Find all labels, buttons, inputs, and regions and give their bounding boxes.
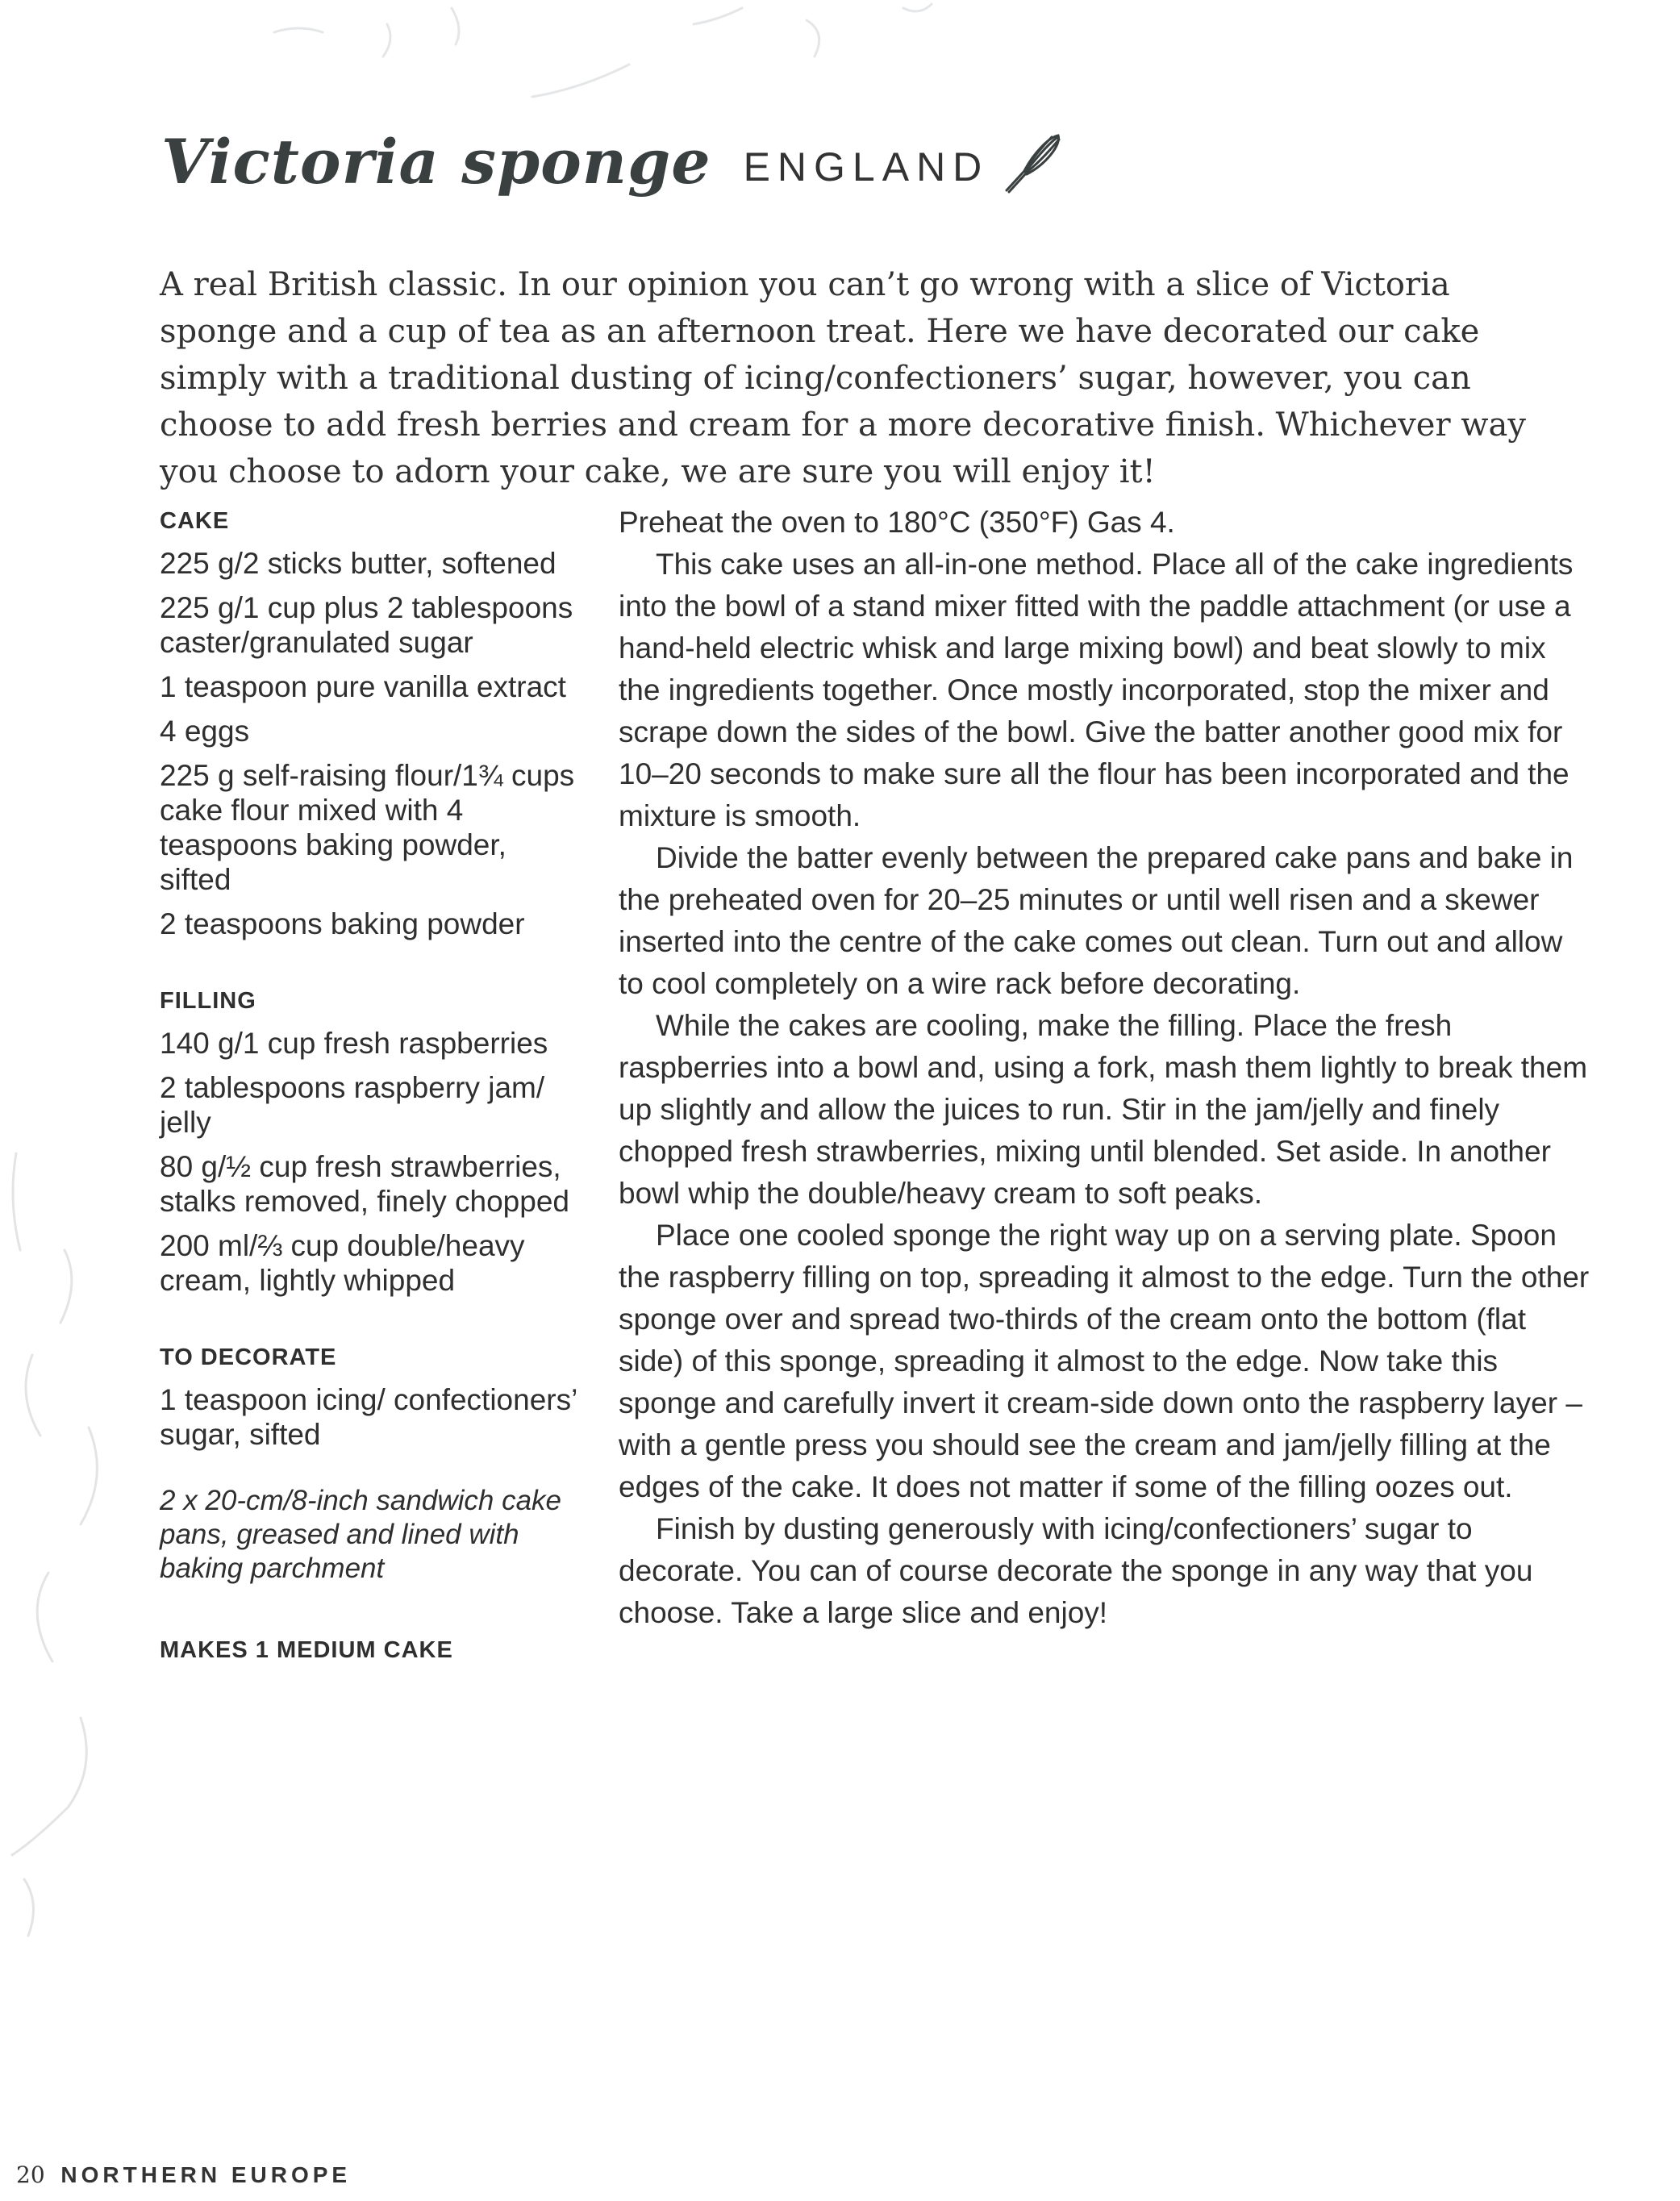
ingredient-item: 225 g/1 cup plus 2 tablespoons caster/granulated sugar: [160, 591, 573, 659]
ingredient-item: 80 g/½ cup fresh strawberries, stalks removed, finely chopped: [160, 1150, 569, 1218]
filling-ingredient-list: [160, 1026, 579, 1298]
method-step: Preheat the oven to 180°C (350°F) Gas 4.: [619, 506, 1175, 539]
ingredient-item: 4 eggs: [160, 715, 250, 748]
recipe-title-row: [161, 113, 1065, 210]
equipment-note: 2 x 20-cm/8-inch sandwich cake pans, greased and lined with baking parchment: [160, 1485, 561, 1584]
recipe-title: Victoria sponge: [161, 125, 711, 198]
ingredient-item: 225 g/2 sticks butter, softened: [160, 547, 557, 580]
recipe-intro: A real British classic. In our opinion you can’t go wrong with a slice of Victoria sponge and a cup of tea as an afternoon treat. Here we have decorated our cake simply with a traditional dusting of icing/confectioners’ sugar, however, you can choose to add fresh berries and cream for a more decorative finish. Whichever way you choose to adorn your cake, we are sure you will enjoy it!: [160, 266, 1526, 490]
ingredient-item: 2 tablespoons raspberry jam/ jelly: [160, 1071, 545, 1139]
doily-decoration-top: [242, 0, 968, 121]
ingredient-item: 200 ml/⅔ cup double/heavy cream, lightly whipped: [160, 1229, 525, 1297]
method-step: While the cakes are cooling, make the filling. Place the fresh raspberries into a bowl and, using a fork, mash them lightly to break them up slightly and allow the juices to run. Stir in the jam/jelly and finely chopped fresh strawberries, mixing until blended. Set aside. In another bowl whip the double/heavy cream to soft peaks.: [619, 1009, 1588, 1210]
whisk-icon: [1000, 131, 1065, 195]
cake-ingredient-list: [160, 546, 579, 941]
cake-heading: CAKE: [160, 508, 230, 534]
ingredient-item: 1 teaspoon pure vanilla extract: [160, 670, 566, 703]
decorate-ingredient-list: [160, 1382, 579, 1452]
filling-heading: FILLING: [160, 988, 256, 1014]
method-step: Place one cooled sponge the right way up on a serving plate. Spoon the raspberry filling on top, spreading it almost to the edge. Turn the other sponge over and spread two-thirds of the cream onto the bottom (flat side) of this sponge, spreading it almost to the edge. Now take this sponge and carefully invert it cream-side down onto the raspberry layer – with a gentle press you should see the cream and jam/jelly filling at the edges of the cake. It does not matter if some of the filling oozes out.: [619, 1219, 1590, 1503]
method-column: [619, 502, 1595, 1634]
page-number: 20: [16, 2161, 45, 2188]
doily-decoration-left: [0, 1089, 153, 1976]
section-name: NORTHERN EUROPE: [60, 2162, 352, 2187]
page-footer: [16, 2161, 351, 2188]
method-step: Finish by dusting generously with icing/confectioners’ sugar to decorate. You can of course decorate the sponge in any way that you choose. Take a large slice and enjoy!: [619, 1512, 1533, 1629]
ingredient-item: 225 g self-raising flour/1¾ cups cake flour mixed with 4 teaspoons baking powder, sifted: [160, 759, 575, 896]
ingredient-item: 140 g/1 cup fresh raspberries: [160, 1027, 548, 1060]
method-step: This cake uses an all-in-one method. Place all of the cake ingredients into the bowl of a stand mixer fitted with the paddle attachment (or use a hand-held electric whisk and large mixing bowl) and beat slowly to mix the ingredients together. Once mostly incorporated, stop the mixer and scrape down the sides of the bowl. Give the batter another good mix for 10–20 seconds to make sure all the flour has been incorporated and the mixture is smooth.: [619, 548, 1574, 832]
ingredient-item: 2 teaspoons baking powder: [160, 907, 525, 940]
recipe-country: ENGLAND: [743, 144, 990, 190]
decorate-heading: TO DECORATE: [160, 1344, 337, 1370]
ingredient-item: 1 teaspoon icing/ confectioners’ sugar, sifted: [160, 1383, 577, 1451]
recipe-yield: MAKES 1 MEDIUM CAKE: [160, 1637, 453, 1663]
ingredients-column: [160, 508, 579, 1664]
method-step: Divide the batter evenly between the prepared cake pans and bake in the preheated oven for 20–25 minutes or until well risen and a skewer inserted into the centre of the cake comes out clean. Turn out and allow to cool completely on a wire rack before decorating.: [619, 841, 1574, 1000]
